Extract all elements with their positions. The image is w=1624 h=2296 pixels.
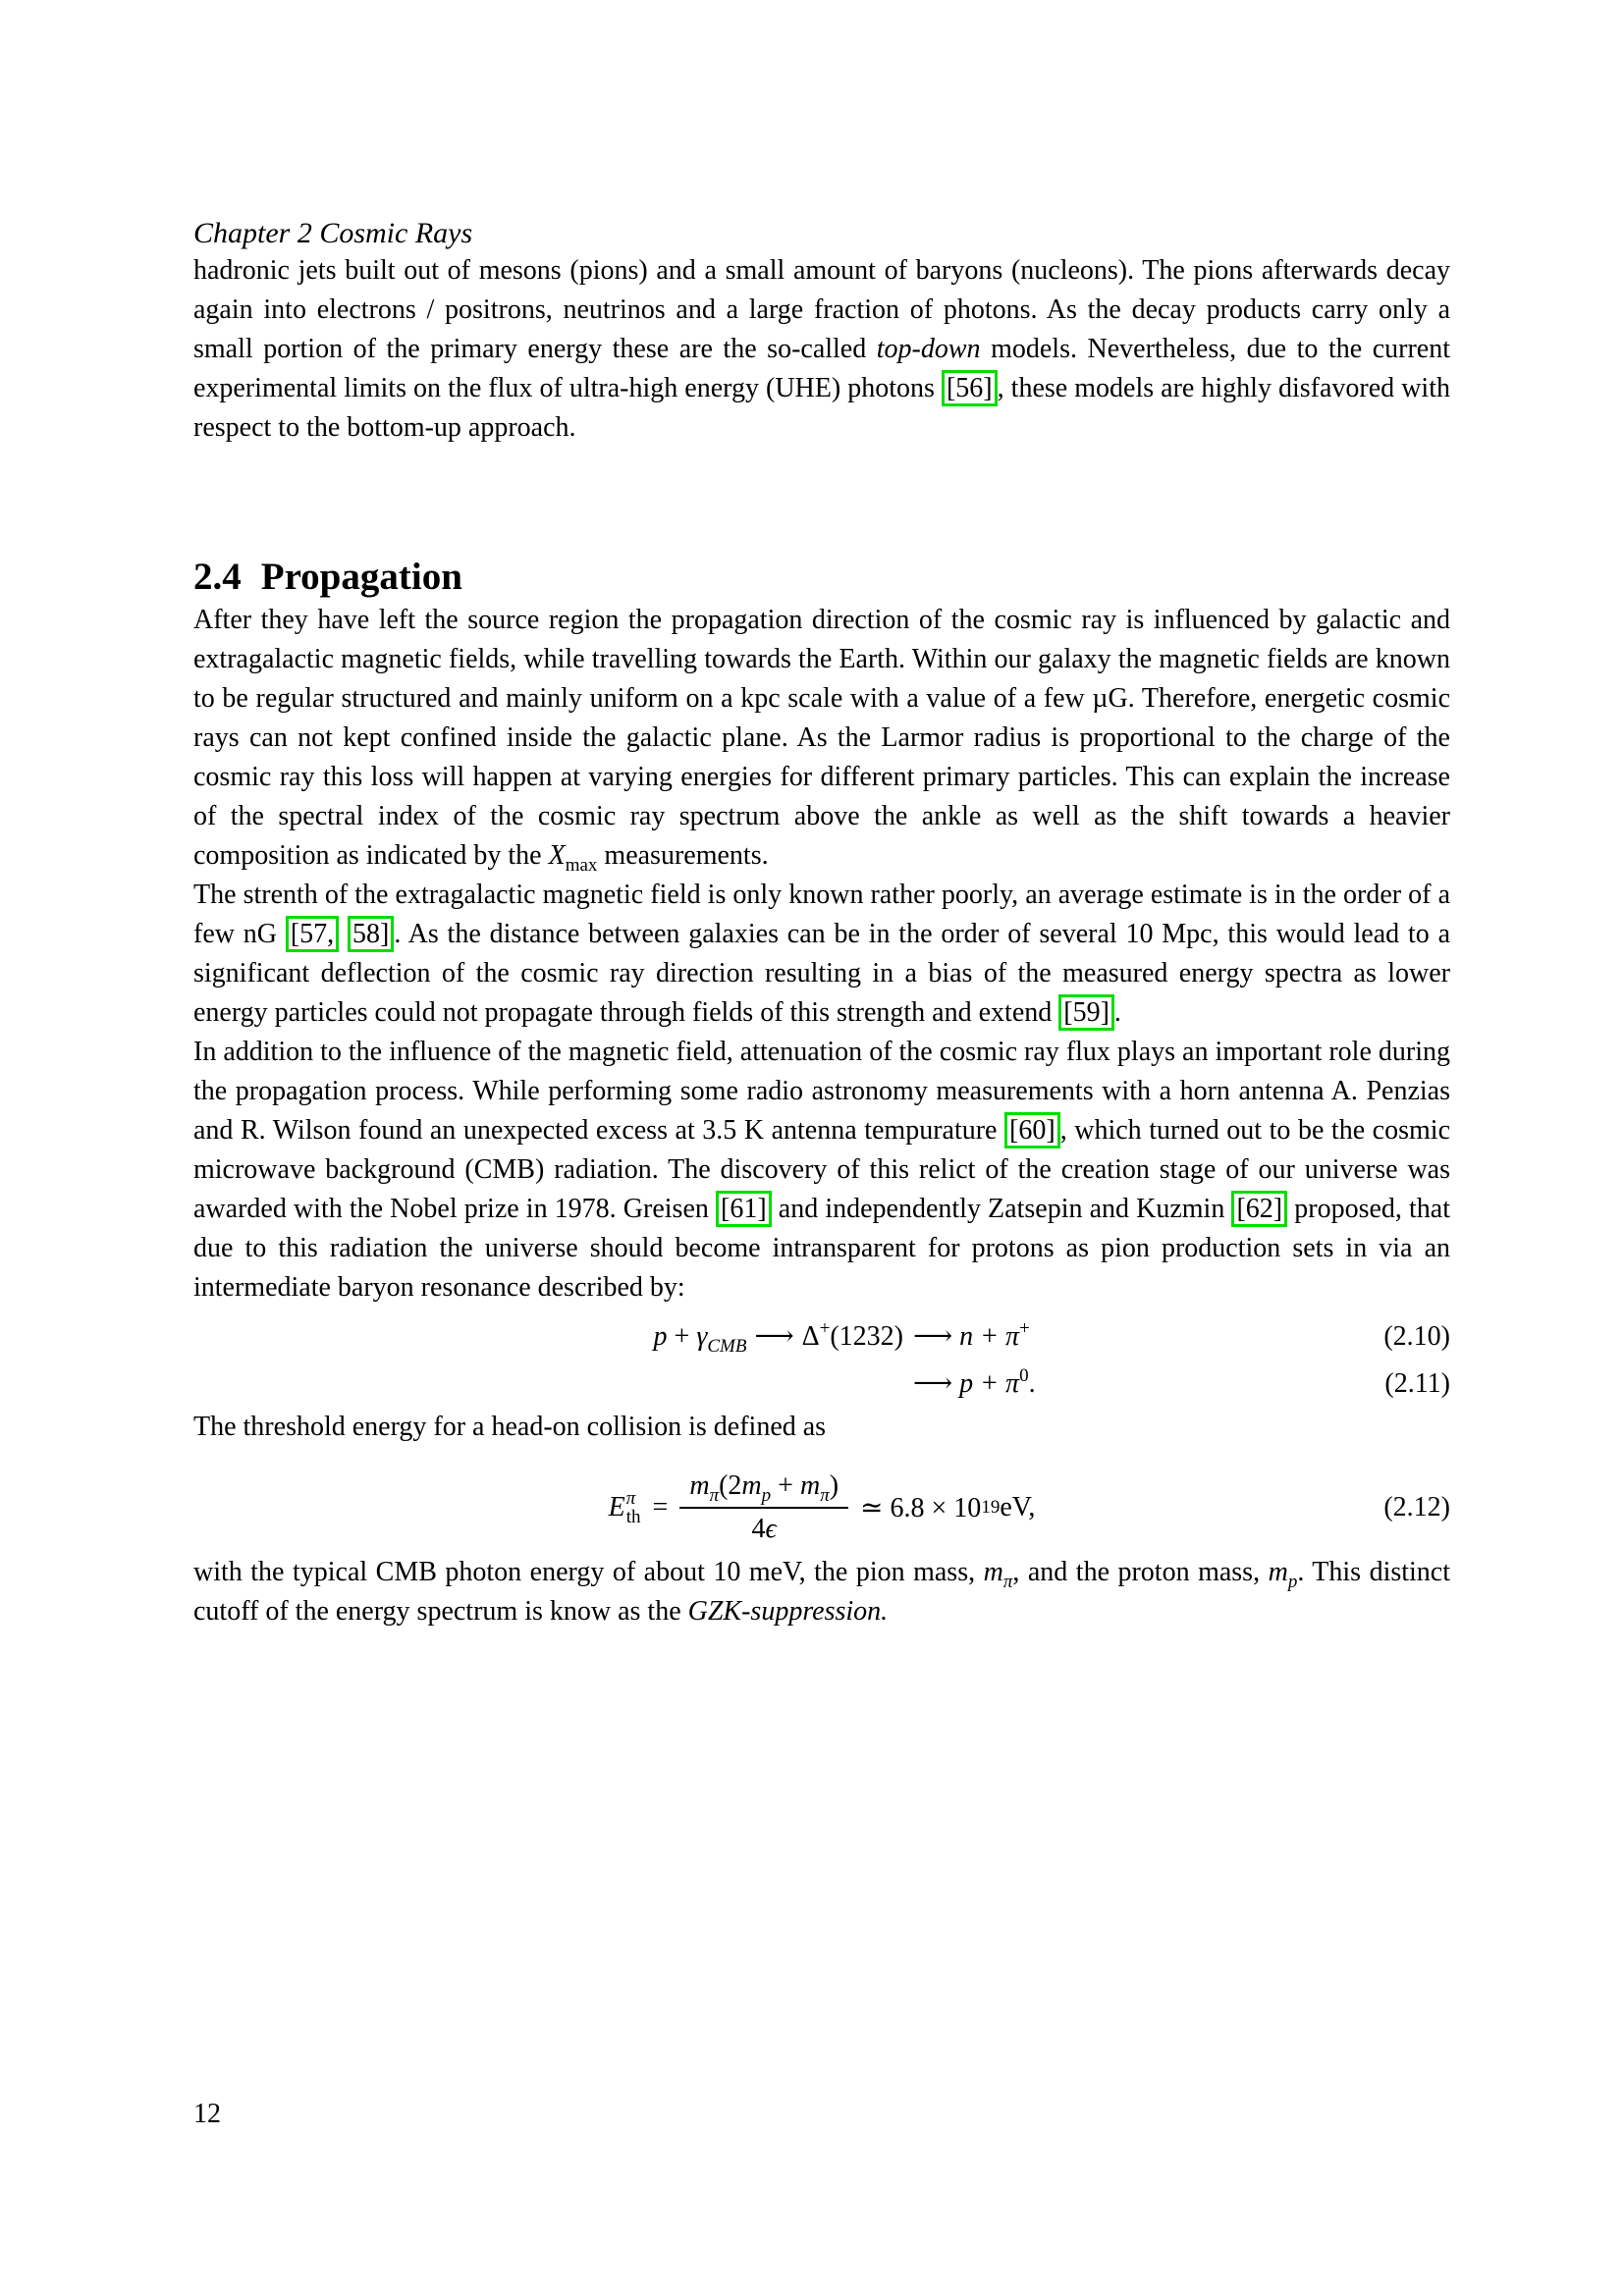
equation-2-12 — [193, 1463, 1450, 1553]
emphasis-gzk-suppression: GZK-suppression. — [687, 1596, 889, 1627]
text-run: , and the proton mass, — [1012, 1557, 1269, 1587]
citation-61[interactable]: [61] — [716, 1191, 772, 1227]
page-number: 12 — [193, 2099, 221, 2129]
paragraph-extragalactic-field — [193, 876, 1450, 1033]
math-pi-subscript: π — [1002, 1572, 1013, 1592]
math-unit-ev: eV, — [1000, 1492, 1036, 1522]
math-pi-superscript: + — [1019, 1318, 1030, 1339]
text-run: with the typical CMB photon energy of about 10 meV, the pion mass, — [193, 1557, 984, 1587]
math-close-paren: ) — [829, 1470, 839, 1501]
math-m-p: m — [741, 1470, 762, 1501]
equation-2-10-left — [193, 1313, 913, 1361]
citation-57[interactable]: [57, — [286, 916, 339, 952]
long-right-arrow: ⟶ — [913, 1368, 960, 1399]
equation-2-10 — [193, 1313, 1450, 1361]
math-p: p — [653, 1321, 668, 1352]
text-run: . — [1113, 997, 1121, 1028]
math-pi-superscript: 0 — [1019, 1365, 1029, 1386]
math-n-pi: n + π — [959, 1321, 1020, 1352]
long-right-arrow: ⟶ — [754, 1321, 794, 1352]
math-pi-subscript: π — [820, 1485, 830, 1506]
math-gamma-subscript: CMB — [707, 1336, 747, 1357]
text-run: . As the distance between galaxies can be in the order of several 10 Mpc, this would lead to a significant deflection of the cosmic ray direction resulting in a bias of the measured energy spectra as lower energy particles could not propagate through fields of this strength and extend — [193, 919, 1451, 1028]
long-right-arrow: ⟶ — [913, 1321, 960, 1352]
equation-number-2-11: (2.11) — [1384, 1368, 1450, 1399]
math-fraction — [679, 1470, 848, 1545]
paragraph-cmb-gzk — [193, 1033, 1450, 1308]
citation-58[interactable]: 58] — [348, 916, 394, 952]
math-E-superscript: π — [625, 1488, 636, 1509]
equation-2-10-right — [913, 1313, 1030, 1361]
equation-number-2-10: (2.10) — [1383, 1321, 1450, 1352]
paragraph-threshold-energy: The threshold energy for a head-on collision is defined as — [193, 1412, 827, 1442]
text-run: , these models are highly disfavored with respect to the bottom-up approach. — [193, 373, 1450, 443]
math-m-pi: m — [689, 1470, 710, 1501]
running-header: Chapter 2 Cosmic Rays — [193, 217, 473, 249]
section-title: Propagation — [260, 556, 462, 598]
citation-60[interactable]: [60] — [1004, 1112, 1060, 1148]
math-m-pi: m — [983, 1557, 1003, 1587]
math-p-subscript: p — [761, 1485, 772, 1506]
paragraph-top-down-models — [193, 251, 1450, 448]
text-run: After they have left the source region the propagation direction of the cosmic ray is influenced by galactic and extragalactic magnetic fields, while travelling towards the Earth. Within our galaxy the magnetic fields are known to be regular structured and mainly uniform on a kpc scale with a value of a few µG. Therefore, energetic cosmic rays can not kept confined inside the galactic plane. As the Larmor radius is proportional to the charge of the cosmic ray this loss will happen at varying energies for different primary particles. This can explain the increase of the spectral index of the cosmic ray spectrum above the ankle as well as the shift towards a heavier composition as indicated by the — [193, 605, 1450, 871]
math-p-subscript: p — [1287, 1572, 1298, 1592]
text-run: In addition to the influence of the magnetic field, attenuation of the cosmic ray flux plays an important role during the propagation process. While performing some radio astronomy measurements with a horn antenna A. Penzias and R. Wilson found an unexpected excess at 3.5 K antenna tempurature — [193, 1037, 1450, 1146]
math-pi-subscript: π — [709, 1485, 720, 1506]
math-E-scripts — [626, 1489, 641, 1526]
equation-number-2-12: (2.12) — [1383, 1492, 1450, 1522]
text-run: hadronic jets built out of mesons (pions) and a small amount of baryons (nucleons). The pions afterwards decay again into electrons / positrons, neutrinos and a large fraction of photons. As the decay products carry only a small portion of the primary energy these are the so-called — [193, 255, 1450, 364]
math-m-p: m — [1268, 1557, 1288, 1587]
math-approx-value: ≃ 6.8 × 10 — [860, 1493, 982, 1523]
citation-62[interactable]: [62] — [1231, 1191, 1287, 1227]
citation-separator — [339, 919, 348, 949]
text-run: . This distinct cutoff of the energy spectrum is know as the — [193, 1557, 1451, 1627]
text-run: proposed, that due to this radiation the universe should become intransparent for protons as pion production sets in via an intermediate baryon resonance described by: — [193, 1194, 1450, 1303]
math-gamma: γ — [696, 1321, 708, 1352]
math-x-max: X — [548, 840, 566, 871]
equation-2-11 — [193, 1361, 1450, 1408]
text-run: models. Nevertheless, due to the current experimental limits on the flux of ultra-high energy (UHE) photons — [193, 334, 1450, 403]
section-heading-propagation — [193, 554, 1450, 601]
section-number: 2.4 — [193, 556, 242, 598]
text-column — [193, 0, 1450, 1631]
math-4: 4 — [751, 1514, 766, 1544]
equation-2-11-right — [913, 1361, 1036, 1408]
emphasis-top-down: top-down — [876, 334, 981, 364]
text-run: and independently Zatsepin and Kuzmin — [771, 1194, 1232, 1224]
citation-59[interactable]: [59] — [1058, 994, 1114, 1031]
math-m-pi: m — [799, 1470, 821, 1501]
math-delta-argument: (1232) — [830, 1321, 903, 1352]
math-epsilon: ϵ — [765, 1514, 777, 1544]
math-paren-2: (2 — [719, 1470, 742, 1501]
fraction-denominator — [679, 1507, 848, 1545]
math-plus: + — [771, 1470, 800, 1501]
text-run: , which turned out to be the cosmic microwave background (CMB) radiation. The discovery of this relict of the creation stage of our universe was awarded with the Nobel prize in 1978. Greisen — [193, 1115, 1450, 1224]
math-period: . — [1028, 1368, 1036, 1399]
equation-block-delta-resonance — [193, 1313, 1450, 1408]
math-delta-superscript: + — [819, 1318, 831, 1339]
math-x-max-subscript: max — [565, 855, 598, 876]
math-E-subscript: th — [625, 1507, 641, 1527]
math-equals: = — [652, 1492, 669, 1522]
citation-56[interactable]: [56] — [942, 370, 998, 406]
paragraph-gzk-suppression — [193, 1553, 1450, 1631]
equation-2-12-body: E π th = $\frac{m_\pi(2m_p + m_\pi)}{4\epsilon}$ ≃ 6.8 × 10 19 eV, — [608, 1470, 1036, 1544]
text-run: measurements. — [597, 840, 769, 871]
fraction-numerator — [679, 1470, 848, 1507]
math-delta: Δ — [801, 1321, 820, 1352]
text-run: The strenth of the extragalactic magnetic field is only known rather poorly, an average estimate is in the order of a few nG — [193, 880, 1450, 949]
math-E: E — [608, 1492, 625, 1522]
math-plus: + — [667, 1321, 697, 1352]
math-p-pi: p + π — [959, 1368, 1020, 1399]
paragraph-galactic-fields — [193, 601, 1450, 876]
